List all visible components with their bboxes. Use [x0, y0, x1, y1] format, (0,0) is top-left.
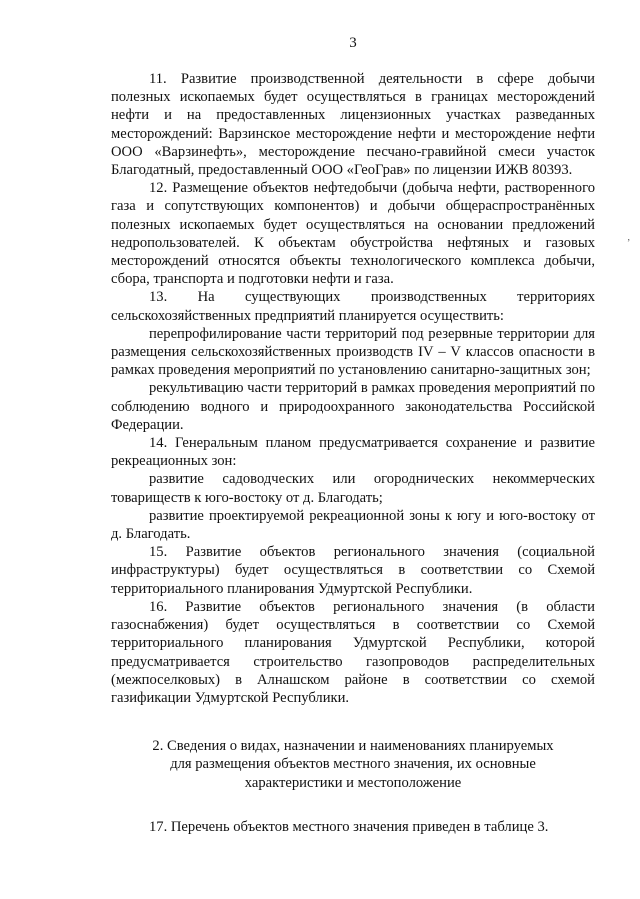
paragraph-13: 13. На существующих производственных территориях сельскохозяйственных предприятий планируется осуществить:	[111, 289, 595, 324]
paragraph-11: 11. Развитие производственной деятельности в сфере добычи полезных ископаемых будет осуществляться в границах месторождений нефти и на предоставленных лицензионных участках разведанных месторождений: Варзинское месторождение нефти и месторождение нефти ООО «Варзинефть», месторождение песчано-гравийной смеси участок Благодатный, предоставленный ООО «ГеоГрав» по лицензии ИЖВ 80393.	[111, 71, 595, 179]
paragraph-14-item-1: развитие садоводческих или огороднических некоммерческих товариществ к юго-востоку от д. Благодать;	[111, 471, 595, 506]
page-number: 3	[349, 35, 357, 51]
paragraph-13-item-2: рекультивацию части территорий в рамках проведения мероприятий по соблюдению водного и природоохранного законодательства Российской Федерации.	[111, 380, 595, 433]
section-heading-line-1: 2. Сведения о видах, назначении и наименованиях планируемых	[152, 738, 554, 755]
paragraph-15: 15. Развитие объектов регионального значения (социальной инфраструктуры) будет осуществляться в соответствии со Схемой территориального планирования Удмуртской Республики.	[111, 544, 595, 597]
paragraph-14: 14. Генеральным планом предусматривается сохранение и развитие рекреационных зон:	[111, 435, 595, 470]
paragraph-12: 12. Размещение объектов нефтедобычи (добыча нефти, растворенного газа и сопутствующих компонентов) и добычи общераспространённых полезных ископаемых будет осуществляться на основании предложений недропользователей. К объектам обустройства нефтяных и газовых месторождений относятся объекты технологического комплекса добычи, сбора, транспорта и подготовки нефти и газа.	[111, 180, 595, 288]
paragraph-16: 16. Развитие объектов регионального значения (в области газоснабжения) будет осуществляться в соответствии со Схемой территориального планирования Удмуртской Республики, которой предусматривается строительство газопроводов распределительных (межпоселковых) в Алнашском районе в соответствии со схемой газификации Удмуртской Республики.	[111, 598, 595, 706]
section-heading-line-3: характеристики и местоположение	[244, 774, 462, 791]
paragraph-13-item-1: перепрофилирование части территорий под резервные территории для размещения сельскохозяйственных производств IV – V классов опасности в рамках проведения мероприятий по установлению санитарно-защитных зон;	[111, 325, 595, 379]
section-heading-line-2: для размещения объектов местного значения, их основные	[170, 756, 536, 773]
paragraph-14-item-2: развитие проектируемой рекреационной зоны к югу и юго-востоку от д. Благодать.	[111, 507, 595, 543]
margin-mark: ‚	[627, 232, 631, 243]
section-heading	[111, 737, 595, 792]
paragraph-17: 17. Перечень объектов местного значения приведен в таблице 3.	[149, 818, 549, 835]
